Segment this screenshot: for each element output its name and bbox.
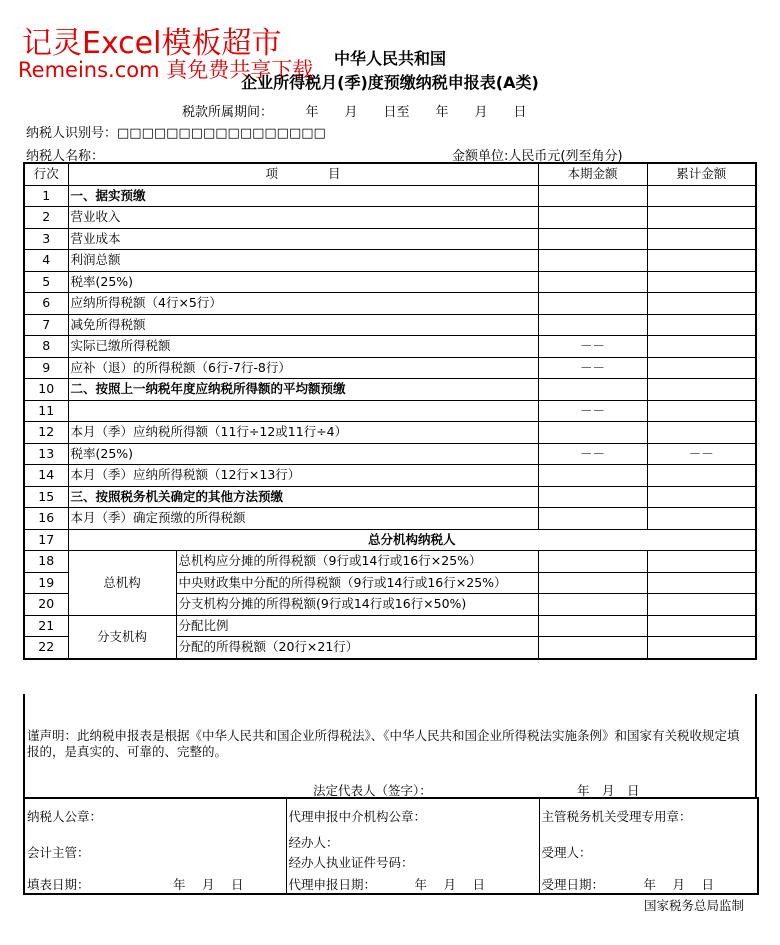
row-number: 5 — [24, 271, 68, 293]
row-item: 利润总额 — [68, 250, 538, 272]
agent-block — [286, 798, 539, 894]
declaration-table — [23, 162, 757, 660]
current-amount-cell[interactable] — [538, 185, 647, 207]
section-heading: 总分机构纳税人 — [68, 529, 756, 551]
cumulative-amount-cell[interactable] — [647, 314, 756, 336]
row-item: 营业收入 — [68, 207, 538, 229]
footer-table — [23, 797, 759, 895]
col-header-current: 本期金额 — [538, 163, 647, 185]
declaration-section — [23, 694, 757, 797]
cumulative-amount-cell[interactable] — [647, 336, 756, 358]
form-title: 企业所得税月(季)度预缴纳税申报表(A类) — [241, 73, 539, 92]
cumulative-amount-cell[interactable] — [647, 228, 756, 250]
current-amount-cell[interactable] — [538, 379, 647, 401]
cumulative-amount-cell[interactable] — [647, 594, 756, 616]
table-row — [24, 422, 756, 444]
table-row — [24, 443, 756, 465]
row-number: 11 — [24, 400, 68, 422]
table-row — [24, 293, 756, 315]
taxpayer-name: 纳税人名称： — [26, 149, 105, 164]
agent-date-ymd: 年 月 日 — [414, 877, 485, 892]
supervisor-note: 国家税务总局监制 — [643, 898, 744, 913]
row-item: 本月（季）应纳税所得额（11行÷12或11行÷4） — [68, 422, 538, 444]
cumulative-amount-cell[interactable] — [647, 250, 756, 272]
current-amount-cell[interactable] — [538, 637, 647, 659]
row-number: 13 — [24, 443, 68, 465]
table-row — [24, 551, 756, 573]
table-row — [24, 465, 756, 487]
agent-date-label: 代理申报日期： — [288, 877, 377, 892]
table-row — [24, 615, 756, 637]
row-number: 2 — [24, 207, 68, 229]
row-number: 8 — [24, 336, 68, 358]
accountant-label: 会计主管： — [27, 845, 90, 860]
row-number: 9 — [24, 357, 68, 379]
receive-date-label: 受理日期： — [541, 877, 605, 892]
row-item: 分配比例 — [176, 615, 538, 637]
row-item: 税率(25%) — [68, 443, 538, 465]
handler-cert-label: 经办人执业证件号码： — [288, 855, 414, 870]
watermark-line2: Remeins.com 真免费共享下载 — [18, 58, 314, 82]
tax-period: 税款所属期间： 年 月 日至 年 月 日 — [182, 105, 527, 120]
table-header-row — [24, 163, 756, 185]
current-amount-cell[interactable] — [538, 250, 647, 272]
cumulative-amount-cell[interactable] — [647, 379, 756, 401]
group-label-head-office: 总机构 — [68, 551, 176, 616]
current-amount-cell[interactable] — [538, 293, 647, 315]
legal-rep-signature: 法定代表人（签字）： — [313, 783, 432, 798]
current-amount-cell[interactable] — [538, 271, 647, 293]
current-amount-cell[interactable] — [538, 508, 647, 530]
row-item: 税率(25%) — [68, 271, 538, 293]
row-number: 22 — [24, 637, 68, 659]
row-number: 15 — [24, 486, 68, 508]
fill-date-label: 填表日期： — [27, 877, 90, 892]
current-amount-cell[interactable] — [538, 314, 647, 336]
row-item — [68, 400, 538, 422]
current-amount-cell[interactable] — [538, 486, 647, 508]
cumulative-amount-cell[interactable] — [647, 551, 756, 573]
taxpayer-seal-label: 纳税人公章： — [27, 809, 103, 824]
current-amount-cell[interactable] — [538, 594, 647, 616]
row-number: 3 — [24, 228, 68, 250]
row-item: 减免所得税额 — [68, 314, 538, 336]
handler-label: 经办人： — [288, 835, 339, 850]
declaration-text: 谨声明：此纳税申报表是根据《中华人民共和国企业所得税法》、《中华人民共和国企业所得税法实施条例》和国家有关税收规定填报的，是真实的、可靠的、完整的。 — [27, 728, 740, 759]
row-number: 18 — [24, 551, 68, 573]
cumulative-amount-dash: －－ — [647, 443, 756, 465]
cumulative-amount-cell[interactable] — [647, 572, 756, 594]
taxpayer-block — [24, 798, 286, 894]
table-row — [24, 357, 756, 379]
current-amount-cell[interactable] — [538, 465, 647, 487]
fill-date-ymd: 年 月 日 — [173, 877, 244, 892]
current-amount-cell[interactable] — [538, 572, 647, 594]
cumulative-amount-cell[interactable] — [647, 486, 756, 508]
col-header-row-no: 行次 — [24, 163, 68, 185]
cumulative-amount-cell[interactable] — [647, 207, 756, 229]
table-row — [24, 336, 756, 358]
row-item: 分配的所得税额（20行×21行） — [176, 637, 538, 659]
current-amount-dash: －－ — [538, 443, 647, 465]
cumulative-amount-cell[interactable] — [647, 185, 756, 207]
receiver-label: 受理人： — [541, 845, 592, 860]
receive-date-ymd: 年 月 日 — [643, 877, 714, 892]
row-item: 营业成本 — [68, 228, 538, 250]
table-row — [24, 271, 756, 293]
table-row — [24, 207, 756, 229]
row-item: 实际已缴所得税额 — [68, 336, 538, 358]
table-row — [24, 379, 756, 401]
row-item: 一、据实预缴 — [68, 185, 538, 207]
row-item: 本月（季）应纳所得税额（12行×13行） — [68, 465, 538, 487]
table-row — [24, 250, 756, 272]
agent-seal-label: 代理申报中介机构公章： — [288, 809, 427, 824]
declaration-date: 年 月 日 — [577, 783, 640, 798]
row-number: 1 — [24, 185, 68, 207]
row-number: 4 — [24, 250, 68, 272]
row-number: 17 — [24, 529, 68, 551]
cumulative-amount-cell[interactable] — [647, 637, 756, 659]
row-number: 20 — [24, 594, 68, 616]
cumulative-amount-cell[interactable] — [647, 615, 756, 637]
row-number: 7 — [24, 314, 68, 336]
current-amount-dash: －－ — [538, 336, 647, 358]
row-item: 二、按照上一纳税年度应纳税所得额的平均额预缴 — [68, 379, 538, 401]
row-item: 本月（季）确定预缴的所得税额 — [68, 508, 538, 530]
row-item: 三、按照税务机关确定的其他方法预缴 — [68, 486, 538, 508]
form-title-country: 中华人民共和国 — [333, 49, 446, 68]
table-row — [24, 185, 756, 207]
row-number: 19 — [24, 572, 68, 594]
row-number: 21 — [24, 615, 68, 637]
current-amount-cell[interactable] — [538, 207, 647, 229]
current-amount-cell[interactable] — [538, 422, 647, 444]
group-label-branch: 分支机构 — [68, 615, 176, 659]
table-row — [24, 314, 756, 336]
row-item: 应纳所得税额（4行×5行） — [68, 293, 538, 315]
current-amount-cell[interactable] — [538, 551, 647, 573]
row-number: 16 — [24, 508, 68, 530]
current-amount-cell[interactable] — [538, 615, 647, 637]
cumulative-amount-cell[interactable] — [647, 465, 756, 487]
authority-block — [539, 798, 758, 894]
cumulative-amount-cell[interactable] — [647, 400, 756, 422]
table-row — [24, 508, 756, 530]
table-row — [24, 228, 756, 250]
row-item: 分支机构分摊的所得税额(9行或14行或16行×50%) — [176, 594, 538, 616]
row-item: 总机构应分摊的所得税额（9行或14行或16行×25%） — [176, 551, 538, 573]
cumulative-amount-cell[interactable] — [647, 508, 756, 530]
watermark-line1: 记灵Excel模板超市 — [22, 26, 282, 61]
cumulative-amount-cell[interactable] — [647, 271, 756, 293]
row-number: 10 — [24, 379, 68, 401]
row-item: 中央财政集中分配的所得税额（9行或14行或16行×25%） — [176, 572, 538, 594]
col-header-item: 项 目 — [68, 163, 538, 185]
authority-seal-label: 主管税务机关受理专用章： — [541, 809, 692, 824]
cumulative-amount-cell[interactable] — [647, 357, 756, 379]
cumulative-amount-cell[interactable] — [647, 422, 756, 444]
row-number: 14 — [24, 465, 68, 487]
cumulative-amount-cell[interactable] — [647, 293, 756, 315]
table-row — [24, 486, 756, 508]
table-row — [24, 400, 756, 422]
current-amount-cell[interactable] — [538, 228, 647, 250]
current-amount-dash: －－ — [538, 400, 647, 422]
current-amount-dash: －－ — [538, 357, 647, 379]
taxpayer-id: 纳税人识别号：□□□□□□□□□□□□□□□□□ — [26, 126, 326, 141]
row-number: 6 — [24, 293, 68, 315]
row-number: 12 — [24, 422, 68, 444]
row-item: 应补（退）的所得税额（6行-7行-8行） — [68, 357, 538, 379]
table-row — [24, 529, 756, 551]
col-header-cumulative: 累计金额 — [647, 163, 756, 185]
amount-unit: 金额单位:人民币元(列至角分) — [452, 149, 623, 164]
